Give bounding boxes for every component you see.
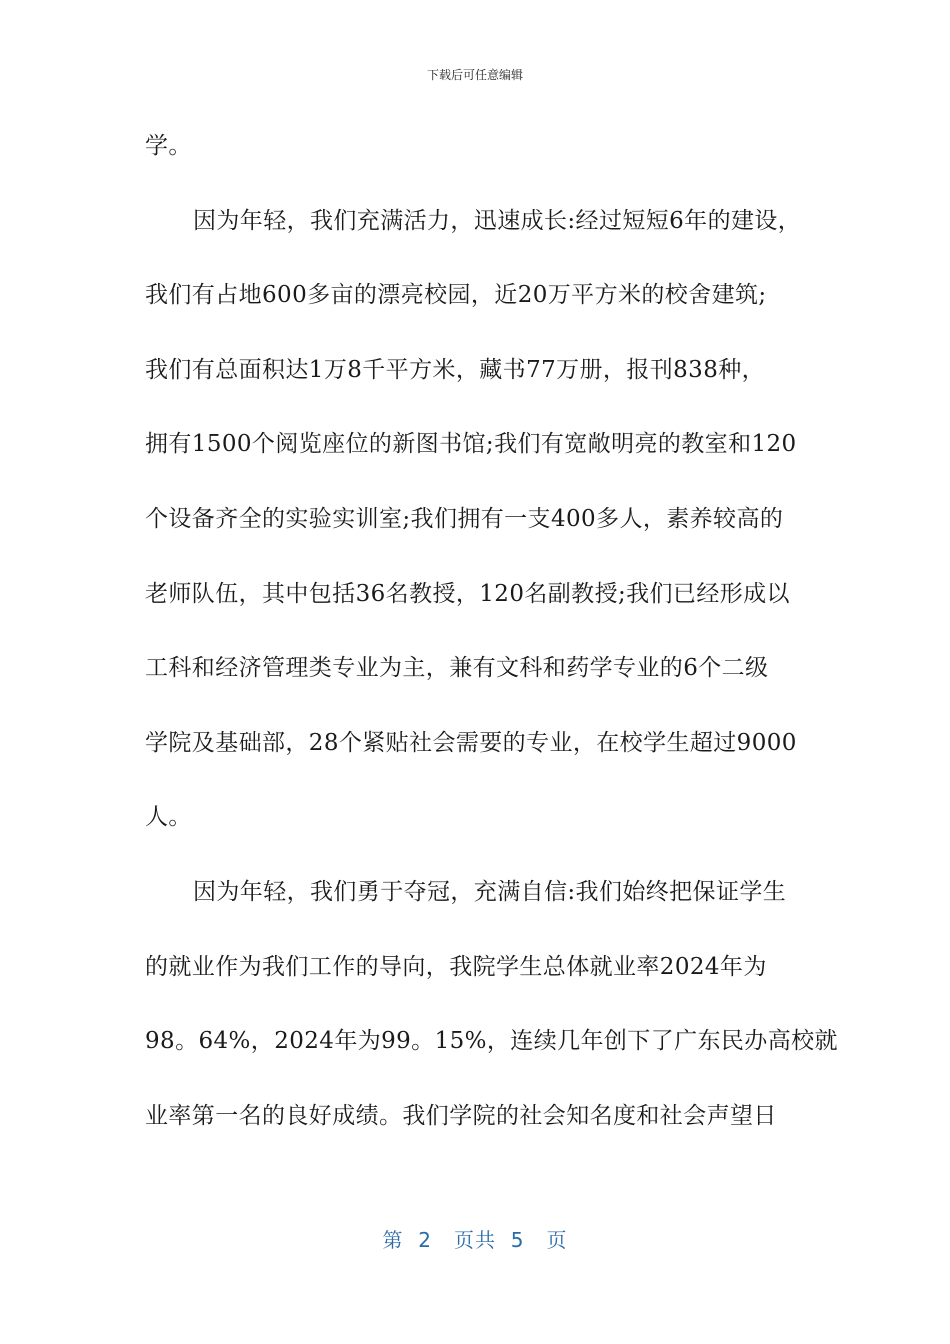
body-line: 工科和经济管理类专业为主，兼有文科和药学专业的6个二级 — [145, 655, 769, 682]
body-line: 学院及基础部，28个紧贴社会需要的专业，在校学生超过9000 — [145, 729, 797, 756]
footer-suffix: 页 — [546, 1228, 568, 1252]
body-line: 个设备齐全的实验实训室;我们拥有一支400多人，素养较高的 — [145, 505, 784, 532]
body-line: 老师队伍，其中包括36名教授，120名副教授;我们已经形成以 — [145, 580, 790, 607]
body-line: 因为年轻，我们充满活力，迅速成长:经过短短6年的建设， — [193, 207, 802, 234]
body-line: 拥有1500个阅览座位的新图书馆;我们有宽敞明亮的教室和120 — [145, 431, 797, 458]
body-line: 学。 — [145, 133, 192, 159]
page-number-footer — [0, 1224, 950, 1253]
body-line: 业率第一名的良好成绩。我们学院的社会知名度和社会声望日 — [145, 1102, 777, 1129]
document-body — [145, 122, 838, 1166]
current-page-number: 2 — [418, 1228, 432, 1252]
page-header-note: 下载后可任意编辑 — [426, 68, 523, 82]
total-pages-number: 5 — [510, 1228, 525, 1252]
body-line: 我们有总面积达1万8千平方米，藏书77万册，报刊838种， — [145, 356, 766, 383]
footer-middle: 页共 — [454, 1228, 496, 1252]
body-line: 98。64%，2024年为99。15%，连续几年创下了广东民办高校就 — [145, 1028, 838, 1055]
body-line: 我们有占地600多亩的漂亮校园，近20万平方米的校舍建筑; — [145, 282, 767, 309]
footer-prefix: 第 — [382, 1228, 404, 1252]
body-line: 人。 — [145, 804, 192, 831]
body-line: 因为年轻，我们勇于夺冠，充满自信:我们始终把保证学生 — [193, 878, 787, 905]
body-line: 的就业作为我们工作的导向，我院学生总体就业率2024年为 — [145, 953, 767, 980]
